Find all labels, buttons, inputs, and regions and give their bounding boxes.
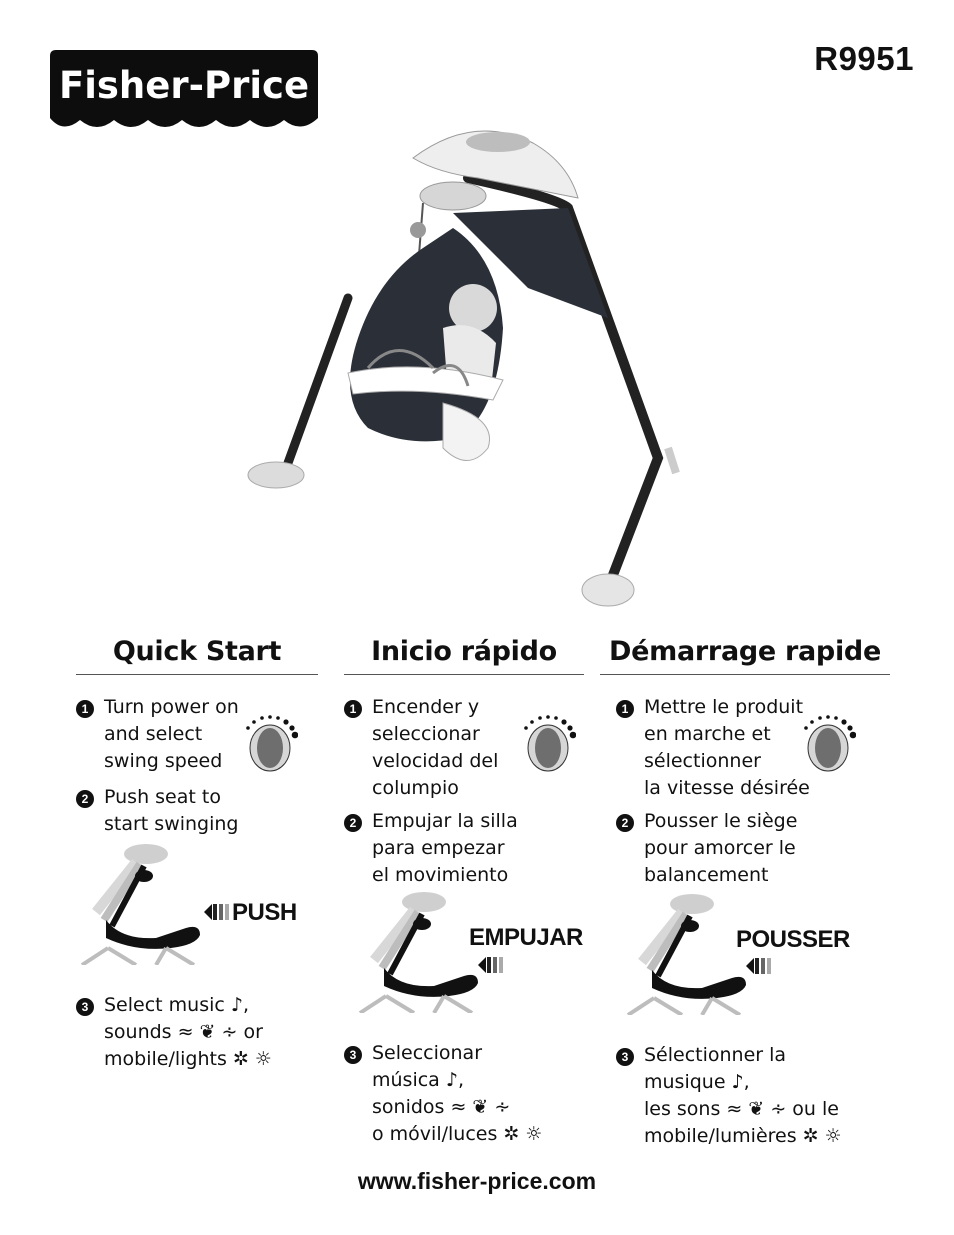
cradle-swing-photo (228, 118, 708, 618)
step-text (644, 1042, 842, 1150)
step-line: Mettre le produit (644, 696, 804, 718)
website-url: www.fisher-price.com (357, 1168, 597, 1194)
step-line: balancement (644, 864, 769, 886)
step-3 (76, 992, 272, 1073)
column-spanish (344, 630, 584, 1145)
step-1 (616, 694, 810, 802)
step-text (644, 808, 797, 889)
step-text (372, 1040, 542, 1148)
step-text (104, 992, 272, 1073)
column-french (600, 630, 890, 1147)
step-line: para empezar (372, 837, 505, 859)
step-line: Pousser le siège (644, 810, 798, 832)
step-3 (616, 1042, 842, 1150)
step-number: 1 (76, 700, 94, 718)
speed-dial-icon (800, 714, 856, 774)
push-label: EMPUJAR (469, 924, 583, 951)
step-text (644, 694, 810, 802)
step-line: columpio (372, 777, 459, 799)
step-line: musique ♪, (644, 1071, 750, 1093)
step-line: mobile/lumières ✲ ☼ (644, 1125, 842, 1147)
push-arrow-icon (478, 955, 508, 975)
step-line: pour amorcer le (644, 837, 796, 859)
step-number: 2 (616, 814, 634, 832)
step-text (104, 694, 239, 775)
step-line: la vitesse désirée (644, 777, 810, 799)
step-line: Turn power on (104, 696, 239, 718)
step-2 (616, 808, 797, 889)
step-line: seleccionar (372, 723, 480, 745)
swing-seat-illustration (76, 840, 216, 965)
step-text (372, 808, 518, 889)
push-label: PUSH (232, 899, 297, 926)
step-line: sonidos ≈ ❦ ∻ (372, 1096, 511, 1118)
logo-text: Fisher-Price (58, 64, 310, 107)
demarrage-rapide-title: Démarrage rapide (600, 630, 890, 675)
step-number: 3 (616, 1048, 634, 1066)
push-arrow-icon (204, 902, 234, 922)
step-2 (76, 784, 239, 838)
step-line: swing speed (104, 750, 223, 772)
speed-dial-icon (242, 714, 298, 774)
step-line: velocidad del (372, 750, 499, 772)
step-line: mobile/lights ✲ ☼ (104, 1048, 272, 1070)
step-line: sélectionner (644, 750, 761, 772)
step-3 (344, 1040, 542, 1148)
step-number: 3 (344, 1046, 362, 1064)
step-line: sounds ≈ ❦ ∻ or (104, 1021, 263, 1043)
push-label: POUSSER (736, 926, 850, 953)
step-line: start swinging (104, 813, 239, 835)
step-number: 2 (76, 790, 94, 808)
quick-start-title: Quick Start (76, 630, 318, 675)
step-number: 2 (344, 814, 362, 832)
inicio-rapido-title: Inicio rápido (344, 630, 584, 675)
step-line: el movimiento (372, 864, 509, 886)
step-line: Seleccionar (372, 1042, 483, 1064)
push-arrow-icon (746, 956, 776, 976)
step-line: o móvil/luces ✲ ☼ (372, 1123, 543, 1145)
step-line: Encender y (372, 696, 480, 718)
step-number: 3 (76, 998, 94, 1016)
step-line: and select (104, 723, 203, 745)
step-2 (344, 808, 518, 889)
step-text (372, 694, 498, 802)
step-line: Push seat to (104, 786, 221, 808)
column-english (76, 630, 318, 1070)
step-line: Sélectionner la (644, 1044, 787, 1066)
step-number: 1 (344, 700, 362, 718)
step-line: música ♪, (372, 1069, 465, 1091)
step-line: Select music ♪, (104, 994, 250, 1016)
step-line: les sons ≈ ❦ ∻ ou le (644, 1098, 839, 1120)
speed-dial-icon (520, 714, 576, 774)
step-1 (344, 694, 498, 802)
step-line: en marche et (644, 723, 771, 745)
step-1 (76, 694, 239, 775)
step-number: 1 (616, 700, 634, 718)
model-number: R9951 (814, 40, 914, 77)
step-text (104, 784, 239, 838)
step-line: Empujar la silla (372, 810, 518, 832)
